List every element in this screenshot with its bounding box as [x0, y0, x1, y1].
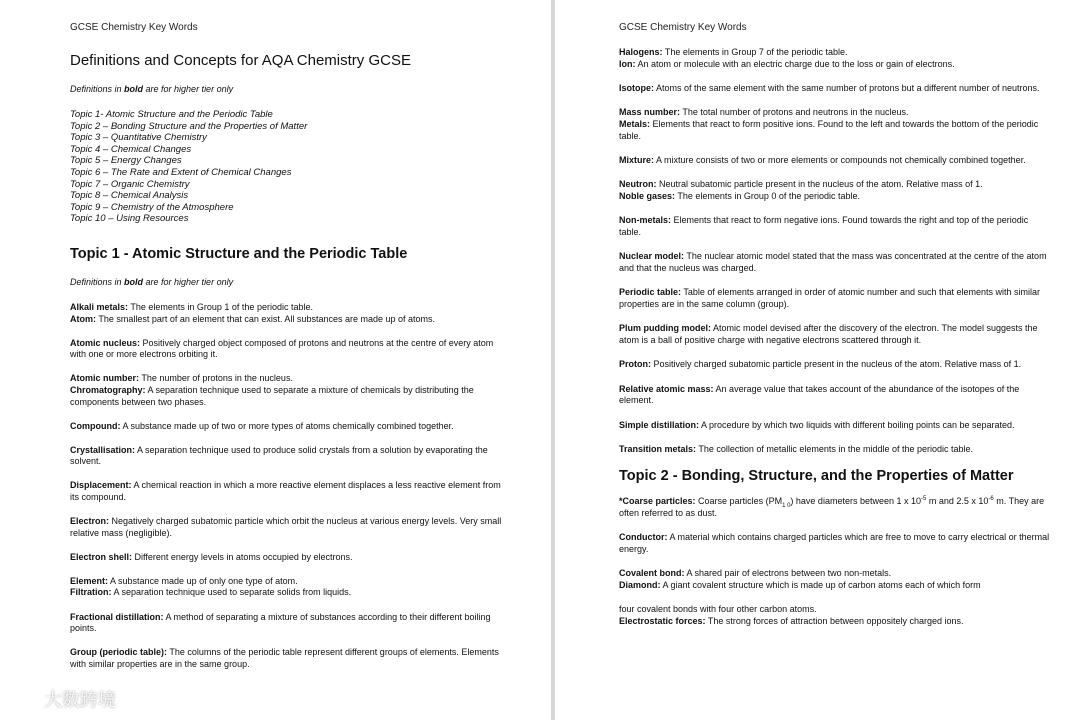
definition-term: Ion: — [619, 58, 636, 69]
definition-group — [70, 647, 511, 670]
definition-text: The columns of the periodic table represent different groups of elements. Elements with similar properties are in the same group. — [70, 647, 499, 669]
definition-text: An atom or molecule with an electric charge due to the loss or gain of electrons. — [635, 58, 955, 69]
definition-entry — [619, 323, 1050, 346]
topic-2-heading: Topic 2 - Bonding, Structure, and the Properties of Matter — [619, 468, 1014, 485]
document-title: Definitions and Concepts for AQA Chemistry GCSE — [70, 52, 411, 69]
definition-entry — [619, 532, 1050, 555]
definition-text: The collection of metallic elements in the middle of the periodic table. — [696, 444, 974, 455]
definition-coarse-particles: *Coarse particles: Coarse particles $(PM_{1 0})$ have diameters between 1 x $10^{-5}$ m and 2.5 x $10^{-6}$ m. They are often referred to as dust. — [619, 496, 1045, 519]
definition-term: Filtration: — [70, 587, 112, 598]
definition-text: Atoms of the same element with the same number of protons but a different number of neutrons. — [654, 82, 1040, 93]
definition-group — [70, 480, 511, 503]
definition-group — [70, 576, 511, 599]
definition-term: Compound: — [70, 420, 121, 431]
definition-electrostatic-forces: Electrostatic forces: The strong forces of attraction between oppositely charged ions. — [619, 615, 964, 626]
definition-term: Isotope: — [619, 82, 654, 93]
definition-entry — [619, 287, 1050, 310]
definition-text: A separation technique used to separate solids from liquids. — [111, 587, 352, 598]
definition-group — [619, 287, 1050, 310]
definition-text: A shared pair of electrons between two non-metals. — [684, 568, 892, 579]
definition-group — [70, 302, 511, 325]
definition-term: Proton: — [619, 359, 651, 370]
definition-term: Metals: — [619, 118, 651, 129]
definition-text: The elements in Group 1 of the periodic table. — [128, 301, 313, 312]
definition-group — [70, 516, 511, 539]
definition-term: Diamond: — [619, 579, 661, 590]
definition-entry — [70, 302, 511, 314]
page-header: GCSE Chemistry Key Words — [619, 22, 747, 33]
toc-item: Topic 10 – Using Resources — [70, 213, 189, 225]
definition-term: Electron shell: — [70, 551, 133, 562]
definition-entry — [70, 385, 511, 408]
toc-item: Topic 4 – Chemical Changes — [70, 143, 192, 155]
topic-1-definitions — [70, 302, 511, 670]
definition-term: Neutron: — [619, 179, 657, 190]
definition-text: A separation technique used to separate a mixture of chemicals by distributing the components between two phases. — [70, 384, 474, 407]
definition-term: Displacement: — [70, 480, 132, 491]
definition-entry — [70, 647, 511, 670]
definition-term: Fractional distillation: — [70, 611, 164, 622]
definition-group — [619, 496, 1050, 519]
definition-entry — [619, 59, 1050, 71]
definition-term: Halogens: — [619, 47, 663, 57]
definition-term: Element: — [70, 575, 109, 586]
definition-entry — [70, 421, 511, 433]
definition-group — [619, 359, 1050, 371]
tier-note-topic-1: Definitions in bold are for higher tier only — [70, 276, 234, 287]
definition-group — [619, 179, 1050, 202]
definition-entry — [619, 251, 1050, 274]
toc-item: Topic 2 – Bonding Structure and the Properties of Matter — [70, 120, 308, 132]
definition-term: Covalent bond: — [619, 568, 685, 579]
page-right — [555, 0, 1080, 720]
definition-entry — [70, 576, 511, 588]
definition-term: Periodic table: — [619, 287, 682, 298]
definition-text: Positively charged object composed of protons and neutrons at the centre of every atom with one or more electrons orbiting it. — [70, 337, 494, 360]
definition-text: Elements that react to form positive ions. Found to the left and towards the bottom of the periodic table. — [619, 118, 1039, 141]
definition-entry — [619, 119, 1050, 142]
definition-group — [619, 532, 1050, 555]
definition-text: The smallest part of an element that can exist. All substances are made up of atoms. — [96, 313, 436, 324]
definition-text: A substance made up of two or more types of atoms chemically combined together. — [120, 420, 454, 431]
definition-text: A separation technique used to produce solid crystals from a solution by evaporating the solvent. — [70, 444, 488, 467]
definition-group — [70, 421, 511, 433]
definition-entry — [619, 179, 1050, 191]
definition-entry — [619, 83, 1050, 95]
topic-1-heading: Topic 1 - Atomic Structure and the Periodic Table — [70, 245, 408, 262]
definition-group — [70, 445, 511, 468]
definition-group — [619, 47, 1050, 70]
definition-group — [619, 444, 1050, 456]
definition-term: Mixture: — [619, 154, 655, 165]
definition-entry — [70, 612, 511, 635]
definition-entry — [70, 552, 511, 564]
table-of-contents — [70, 109, 511, 225]
definition-text: A mixture consists of two or more elements or compounds not chemically combined together. — [654, 154, 1026, 165]
definition-text: The nuclear atomic model stated that the mass was concentrated at the centre of the atom and that the nucleus was charged. — [619, 251, 1047, 273]
page-header: GCSE Chemistry Key Words — [70, 22, 198, 33]
definition-group — [619, 384, 1050, 407]
definition-term: Transition metals: — [619, 444, 697, 455]
toc-item: Topic 7 – Organic Chemistry — [70, 178, 190, 190]
definition-text: A material which contains charged particles which are free to move to carry electrical or thermal energy. — [619, 532, 1050, 554]
definition-group — [619, 107, 1050, 142]
definition-group — [70, 612, 511, 635]
definition-entry — [619, 444, 1050, 456]
definition-term: Conductor: — [619, 532, 668, 543]
definition-term: Group (periodic table): — [70, 647, 168, 658]
definition-text: A substance made up of only one type of atom. — [108, 575, 298, 586]
definition-group — [619, 420, 1050, 432]
definition-entry — [619, 420, 1050, 432]
definition-text: A giant covalent structure which is made up of carbon atoms each of which form — [660, 579, 981, 590]
definition-text: Different energy levels in atoms occupied by electrons. — [132, 551, 353, 562]
definition-entry — [619, 47, 1050, 59]
definition-text: An average value that takes account of the abundance of the isotopes of the element. — [619, 383, 1020, 406]
definition-entry — [70, 373, 511, 385]
definition-term: Chromatography: — [70, 384, 146, 395]
topic-2-definitions — [619, 532, 1050, 591]
definition-term: Simple distillation: — [619, 419, 700, 430]
definition-text: The total number of protons and neutrons in the nucleus. — [680, 107, 909, 118]
definition-text: The number of protons in the nucleus. — [139, 373, 293, 384]
definition-term: Mass number: — [619, 107, 681, 118]
definition-text: A procedure by which two liquids with different boiling points can be separated. — [699, 419, 1015, 430]
definition-group — [619, 604, 1050, 627]
definition-text: The elements in Group 7 of the periodic table. — [662, 47, 848, 57]
definition-term: Relative atomic mass: — [619, 383, 714, 394]
topic-1-definitions-continued — [619, 47, 1050, 456]
definition-term: Atom: — [70, 313, 96, 324]
definition-group — [619, 323, 1050, 346]
definition-entry — [70, 516, 511, 539]
definition-text: Table of elements arranged in order of atomic number and such that elements with similar properties are in the same column (group). — [619, 287, 1041, 309]
definition-text: A method of separating a mixture of substances according to their different boiling points. — [70, 611, 491, 634]
definition-text: A chemical reaction in which a more reactive element displaces a less reactive element from its compound. — [70, 480, 501, 502]
definition-entry — [619, 107, 1050, 119]
definition-entry — [619, 155, 1050, 167]
definition-entry — [619, 191, 1050, 203]
definition-group — [619, 215, 1050, 238]
definition-entry — [70, 314, 511, 326]
watermark-text: 大数跨境 — [44, 690, 116, 711]
definition-term: Noble gases: — [619, 190, 676, 201]
definition-entry — [619, 580, 1050, 592]
definition-entry — [70, 587, 511, 599]
definition-entry — [70, 445, 511, 468]
definition-group — [70, 338, 511, 361]
definition-term: Atomic number: — [70, 373, 140, 384]
definition-group — [70, 552, 511, 564]
toc-item: Topic 1- Atomic Structure and the Periodic Table — [70, 109, 273, 120]
definition-term: Electron: — [70, 516, 110, 527]
toc-item: Topic 9 – Chemistry of the Atmosphere — [70, 201, 234, 213]
definition-text: Positively charged subatomic particle present in the nucleus of the atom. Relative mass of 1. — [651, 359, 1022, 370]
definition-text: Negatively charged subatomic particle which orbit the nucleus at various energy levels. Very small relative mass (negligible). — [70, 516, 502, 538]
toc-item: Topic 6 – The Rate and Extent of Chemical Changes — [70, 166, 292, 178]
definition-term: Alkali metals: — [70, 301, 129, 312]
definition-text: Elements that react to form negative ions. Found towards the right and top of the periodic table. — [619, 215, 1029, 237]
definition-text: Neutral subatomic particle present in the nucleus of the atom. Relative mass of 1. — [656, 179, 983, 190]
camera-logo-icon — [8, 689, 40, 709]
definition-entry — [70, 480, 511, 503]
definition-entry — [619, 384, 1050, 407]
definition-term: Non-metals: — [619, 215, 672, 226]
definition-group — [619, 568, 1050, 591]
definition-text: The elements in Group 0 of the periodic table. — [675, 190, 860, 201]
definition-term: Crystallisation: — [70, 444, 136, 455]
toc-item: Topic 8 – Chemical Analysis — [70, 190, 189, 202]
watermark — [8, 686, 116, 712]
definition-term: Plum pudding model: — [619, 323, 711, 334]
definition-group — [619, 251, 1050, 274]
definition-group — [619, 155, 1050, 167]
definition-entry — [70, 338, 511, 361]
definition-group — [70, 373, 511, 408]
definition-continuation: four covalent bonds with four other carbon atoms. — [619, 604, 817, 615]
definition-text: Atomic model devised after the discovery of the electron. The model suggests the atom is a ball of positive charge with negative electrons scattered through it. — [619, 323, 1038, 345]
definition-group — [619, 83, 1050, 95]
definition-term: Nuclear model: — [619, 251, 685, 262]
definition-term: Atomic nucleus: — [70, 337, 141, 348]
tier-note: Definitions in bold are for higher tier only — [70, 84, 234, 94]
toc-item: Topic 3 – Quantitative Chemistry — [70, 132, 207, 144]
definition-entry — [619, 568, 1050, 580]
definition-entry — [619, 359, 1050, 371]
definition-entry — [619, 215, 1050, 238]
toc-item: Topic 5 – Energy Changes — [70, 155, 182, 167]
